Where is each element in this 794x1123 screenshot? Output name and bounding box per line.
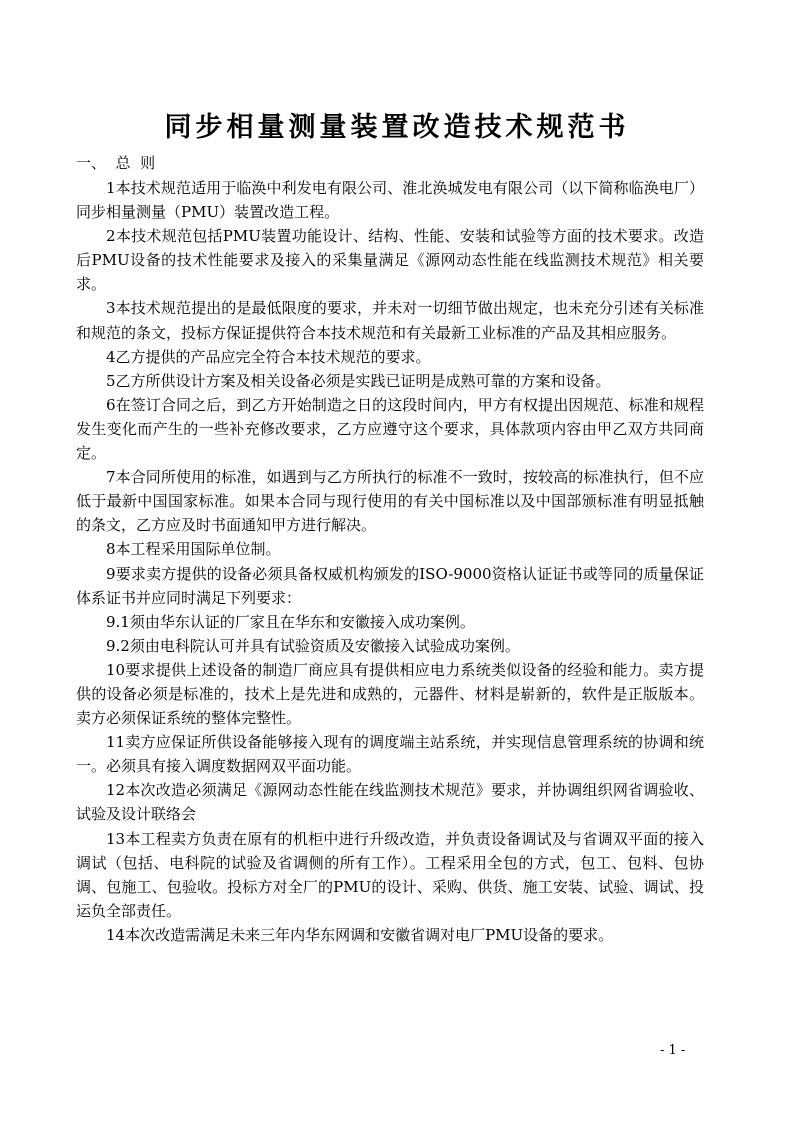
section-heading: 一、 总 则 [76,154,156,172]
page-number: - 1 - [660,1043,686,1058]
document-title: 同步相量测量装置改造技术规范书 [164,112,630,143]
paragraph-8: 8本工程采用国际单位制。 [106,540,281,559]
paragraph-1: 1本技术规范适用于临涣中利发电有限公司、淮北涣城发电有限公司（以下简称临涣电厂）同步相量测量（PMU）装置改造工程。 [76,179,704,222]
body-text [76,176,704,947]
paragraph-5: 5乙方所供设计方案及相关设备必须是实践已证明是成熟可靠的方案和设备。 [106,371,611,390]
paragraph-11: 11卖方应保证所供设备能够接入现有的调度端主站系统，并实现信息管理系统的协调和统一。必须具有接入调度数据网双平面功能。 [76,733,704,776]
paragraph-9-2: 9.2须由电科院认可并具有试验资质及安徽接入试验成功案例。 [106,636,520,655]
paragraph-6: 6在签订合同之后，到乙方开始制造之日的这段时间内，甲方有权提出因规范、标准和规程发生变化而产生的一些补充修改要求，乙方应遵守这个要求，具体款项内容由甲乙双方共同商定。 [76,395,704,463]
paragraph-10: 10要求提供上述设备的制造厂商应具有提供相应电力系统类似设备的经验和能力。卖方提供的设备必须是标准的，技术上是先进和成熟的，元器件、材料是崭新的，软件是正版版本。卖方必须保证系统的整体完整性。 [76,660,704,728]
paragraph-9-1: 9.1须由华东认证的厂家且在华东和安徽接入成功案例。 [106,612,475,631]
paragraph-4: 4乙方提供的产品应完全符合本技术规范的要求。 [106,347,431,366]
paragraph-2: 2本技术规范包括PMU装置功能设计、结构、性能、安装和试验等方面的技术要求。改造后PMU设备的技术性能要求及接入的采集量满足《源网动态性能在线监测技术规范》相关要求。 [76,227,704,294]
paragraph-12: 12本次改造必须满足《源网动态性能在线监测技术规范》要求，并协调组织网省调验收、试验及设计联络会 [76,781,704,824]
paragraph-14: 14本次改造需满足未来三年内华东网调和安徽省调对电厂PMU设备的要求。 [106,925,614,944]
paragraph-3: 3本技术规范提出的是最低限度的要求，并未对一切细节做出规定，也未充分引述有关标准和规范的条文，投标方保证提供符合本技术规范和有关最新工业标准的产品及其相应服务。 [76,299,704,342]
paragraph-13: 13本工程卖方负责在原有的机柜中进行升级改造，并负责设备调试及与省调双平面的接入调试（包括、电科院的试验及省调侧的所有工作）。工程采用全包的方式，包工、包料、包协调、包施工、包验收。投标方对全厂的PMU的设计、采购、供货、施工安装、试验、调试、投运负全部责任。 [76,829,704,920]
paragraph-7: 7本合同所使用的标准，如遇到与乙方所执行的标准不一致时，按较高的标准执行，但不应低于最新中国国家标准。如果本合同与现行使用的有关中国标准以及中国部颁标准有明显抵触的条文，乙方应及时书面通知甲方进行解决。 [76,468,704,535]
paragraph-9: 9要求卖方提供的设备必须具备权威机构颁发的ISO-9000资格认证证书或等同的质量保证体系证书并应同时满足下列要求： [76,564,704,607]
